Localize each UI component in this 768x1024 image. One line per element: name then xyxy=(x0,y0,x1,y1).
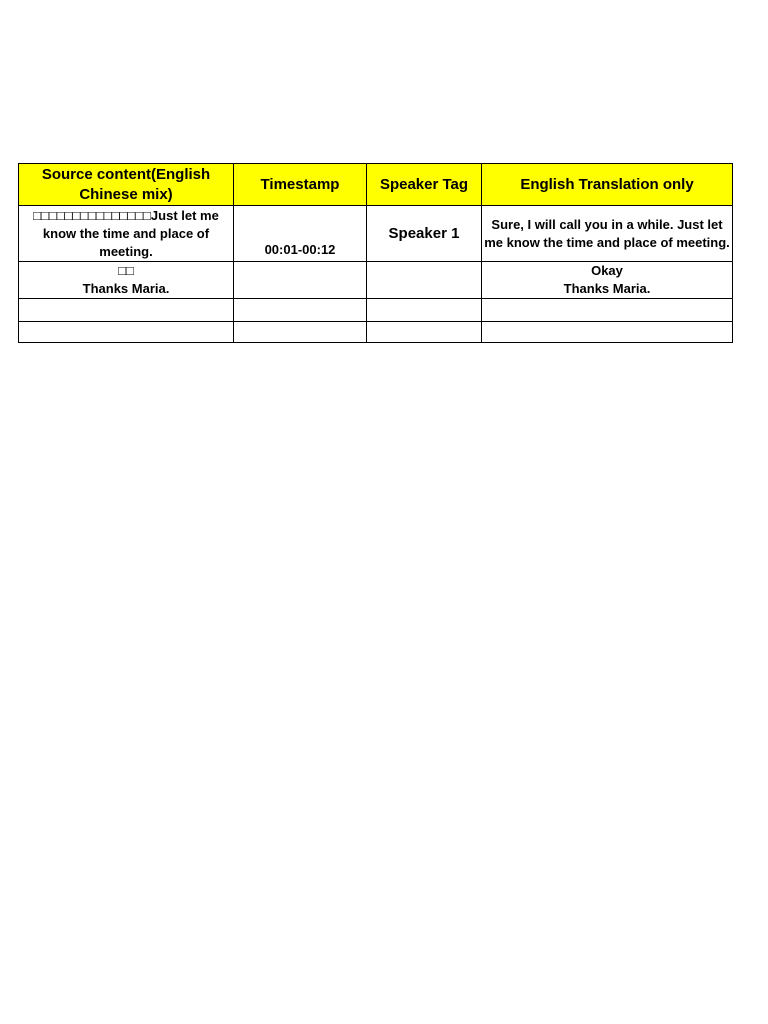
source-cell xyxy=(19,322,234,343)
source-line: Thanks Maria. xyxy=(82,281,170,296)
header-timestamp: Timestamp xyxy=(234,164,367,206)
source-cell xyxy=(19,262,234,299)
table-row xyxy=(19,206,733,262)
speaker-cell xyxy=(367,299,482,322)
speaker-cell: Speaker 1 xyxy=(367,206,482,262)
table-row xyxy=(19,322,733,343)
header-source-content: Source content(English Chinese mix) xyxy=(19,164,234,206)
timestamp-cell xyxy=(234,262,367,299)
table-row xyxy=(19,299,733,322)
transcription-table xyxy=(18,163,733,343)
translation-cell: Sure, I will call you in a while. Just let me know the time and place of meeting. xyxy=(482,206,733,262)
timestamp-cell: 00:01-00:12 xyxy=(234,206,367,262)
translation-cell xyxy=(482,299,733,322)
translation-line: Thanks Maria. xyxy=(563,281,651,296)
translation-cell xyxy=(482,322,733,343)
translation-cell xyxy=(482,262,733,299)
source-cell: □□□□□□□□□□□□□□□Just let me know the time and place of meeting. xyxy=(19,206,234,262)
source-line: □□ xyxy=(118,263,134,278)
translation-line: Okay xyxy=(591,263,623,278)
speaker-cell xyxy=(367,322,482,343)
timestamp-cell xyxy=(234,322,367,343)
header-english-translation: English Translation only xyxy=(482,164,733,206)
speaker-cell xyxy=(367,262,482,299)
timestamp-cell xyxy=(234,299,367,322)
header-row xyxy=(19,164,733,206)
table-row xyxy=(19,262,733,299)
source-cell xyxy=(19,299,234,322)
header-speaker-tag: Speaker Tag xyxy=(367,164,482,206)
